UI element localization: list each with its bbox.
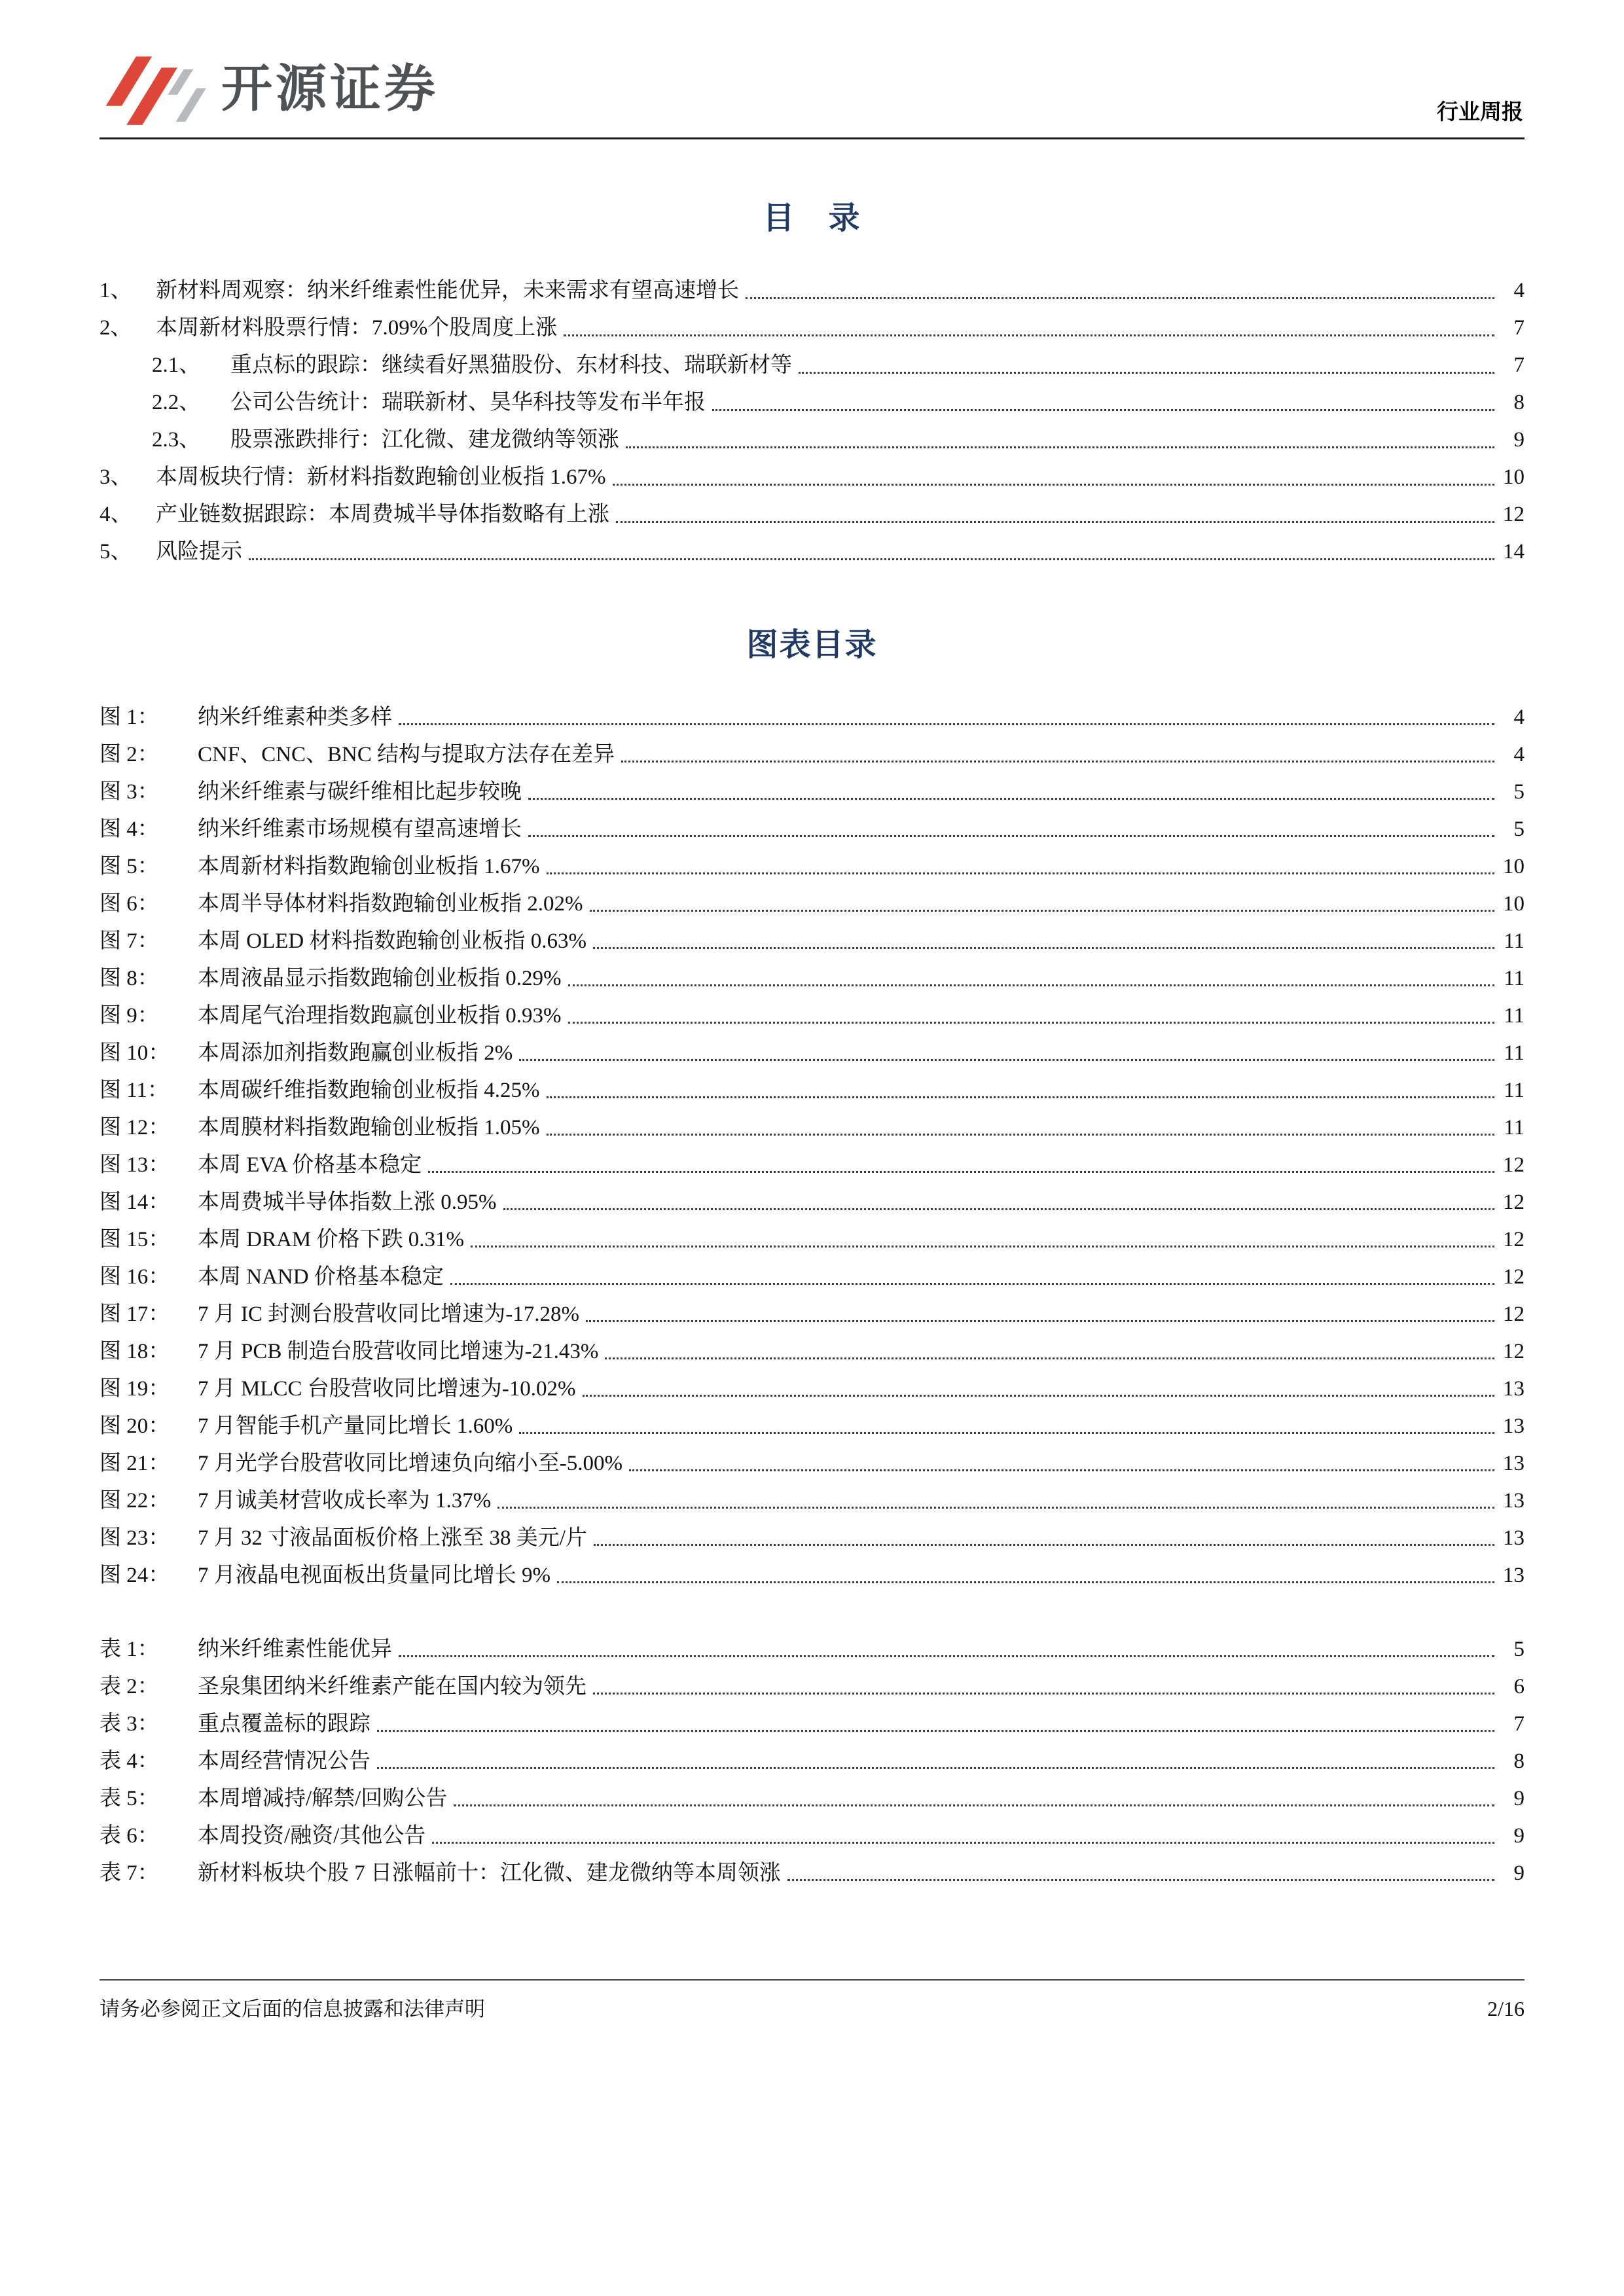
toc-item[interactable] [99, 268, 1525, 305]
figure-item-number: 图 21： [99, 1451, 170, 1475]
toc-item-number: 2.2、 [152, 391, 201, 415]
figure-item-page: 11 [1504, 1115, 1525, 1139]
toc-item[interactable] [99, 380, 1525, 417]
figure-item-label: 7 月 32 寸液晶面板价格上涨至 38 美元/片 [198, 1526, 587, 1550]
toc-item-page: 4 [1513, 279, 1525, 303]
figure-item-label: 7 月诚美材营收成长率为 1.37% [198, 1488, 492, 1513]
table-item-label: 本周增减持/解禁/回购公告 [198, 1786, 448, 1810]
figure-item-label: 7 月液晶电视面板出货量同比增长 9% [198, 1563, 550, 1587]
figure-item-number: 图 24： [99, 1563, 170, 1587]
figure-item[interactable] [99, 918, 1525, 955]
dot-leader [471, 1246, 1494, 1247]
figure-item-page: 12 [1503, 1302, 1525, 1326]
dot-leader [616, 521, 1494, 523]
dot-leader [377, 1767, 1494, 1769]
figure-item-number: 图 9： [99, 1003, 159, 1028]
figure-item-label: 本周液晶显示指数跑输创业板指 0.29% [198, 966, 562, 990]
figures-list [99, 694, 1525, 1589]
figure-item-page: 13 [1503, 1376, 1525, 1401]
figure-item[interactable] [99, 1067, 1525, 1104]
dot-leader [564, 334, 1494, 336]
figure-item-page: 13 [1503, 1488, 1525, 1513]
figure-item[interactable] [99, 1291, 1525, 1328]
toc-item-label: 风险提示 [156, 540, 242, 564]
figure-item[interactable] [99, 955, 1525, 992]
table-item[interactable] [99, 1738, 1525, 1775]
table-item-page: 9 [1513, 1823, 1525, 1848]
figure-item-page: 5 [1513, 817, 1525, 841]
figure-item-number: 图 17： [99, 1302, 170, 1326]
dot-leader [799, 372, 1494, 374]
toc-item-label: 产业链数据跟踪：本周费城半导体指数略有上涨 [156, 503, 609, 527]
figure-item-page: 5 [1513, 780, 1525, 804]
figure-item[interactable] [99, 1440, 1525, 1477]
figure-item-number: 图 6： [99, 891, 159, 916]
figure-item-number: 图 10： [99, 1041, 170, 1065]
figure-item-page: 12 [1503, 1339, 1525, 1363]
table-item[interactable] [99, 1626, 1525, 1663]
figure-item[interactable] [99, 694, 1525, 731]
figure-item-page: 12 [1503, 1190, 1525, 1214]
toc-item[interactable] [99, 305, 1525, 342]
toc-item-label: 本周板块行情：新材料指数跑输创业板指 1.67% [156, 465, 606, 490]
figure-item[interactable] [99, 1328, 1525, 1365]
toc-item[interactable] [99, 417, 1525, 454]
dot-leader [583, 1395, 1495, 1397]
page-indicator: 2/16 [1487, 1997, 1525, 2020]
table-item-label: 新材料板块个股 7 日涨幅前十：江化微、建龙微纳等本周领涨 [198, 1861, 781, 1885]
figure-item-page: 4 [1513, 705, 1525, 729]
dot-leader [746, 297, 1494, 299]
brand-name: 开源证券 [221, 60, 439, 117]
figure-item[interactable] [99, 1216, 1525, 1253]
dot-leader [557, 1581, 1494, 1583]
figure-item-page: 4 [1513, 742, 1525, 766]
dot-leader [528, 835, 1494, 837]
toc-item-label: 重点标的跟踪：继续看好黑猫股份、东材科技、瑞联新材等 [230, 353, 792, 378]
figure-item-page: 11 [1504, 1003, 1525, 1028]
figure-item-label: 本周尾气治理指数跑赢创业板指 0.93% [198, 1003, 562, 1028]
footer-disclaimer: 请务必参阅正文后面的信息披露和法律声明 [99, 1998, 485, 2020]
toc-item[interactable] [99, 342, 1525, 380]
dot-leader [605, 1357, 1494, 1359]
dot-leader [594, 1544, 1494, 1546]
figure-item-number: 图 12： [99, 1115, 170, 1139]
dot-leader [613, 484, 1495, 486]
dot-leader [593, 947, 1494, 949]
figure-item-number: 图 15： [99, 1227, 170, 1251]
figure-item-number: 图 5： [99, 854, 159, 878]
dot-leader [399, 1655, 1494, 1657]
toc-item-label: 新材料周观察：纳米纤维素性能优异，未来需求有望高速增长 [156, 279, 739, 303]
figure-item-label: 本周半导体材料指数跑输创业板指 2.02% [198, 891, 583, 916]
figure-item-page: 11 [1504, 1078, 1525, 1102]
figure-item[interactable] [99, 1477, 1525, 1515]
figure-item-label: 本周新材料指数跑输创业板指 1.67% [198, 854, 540, 878]
toc-item[interactable] [99, 492, 1525, 529]
figure-item-number: 图 14： [99, 1190, 170, 1214]
toc-item-number: 3、 [99, 465, 132, 490]
toc-item-label: 公司公告统计：瑞联新材、昊华科技等发布半年报 [230, 391, 706, 415]
table-item[interactable] [99, 1775, 1525, 1812]
dot-leader [528, 798, 1494, 800]
figure-item[interactable] [99, 992, 1525, 1030]
dot-leader [399, 723, 1494, 725]
figure-item-number: 图 4： [99, 817, 159, 841]
figure-item-page: 12 [1503, 1153, 1525, 1177]
figure-item-page: 11 [1504, 929, 1525, 953]
table-item[interactable] [99, 1700, 1525, 1738]
table-item-page: 9 [1513, 1786, 1525, 1810]
table-item-page: 6 [1513, 1674, 1525, 1698]
figure-item-label: 7 月智能手机产量同比增长 1.60% [198, 1414, 513, 1438]
table-item-label: 本周经营情况公告 [198, 1749, 370, 1773]
figure-item[interactable] [99, 1253, 1525, 1291]
dot-leader [497, 1507, 1494, 1509]
report-header [99, 0, 1525, 139]
dot-leader [629, 1469, 1494, 1471]
figure-item-label: 本周添加剂指数跑赢创业板指 2% [198, 1041, 513, 1065]
figure-item-page: 13 [1503, 1526, 1525, 1550]
figure-item[interactable] [99, 1030, 1525, 1067]
dot-leader [621, 761, 1494, 762]
toc-item-number: 2、 [99, 316, 132, 340]
dot-leader [377, 1730, 1494, 1732]
figure-item[interactable] [99, 806, 1525, 843]
figure-item-page: 10 [1503, 854, 1525, 878]
figure-item[interactable] [99, 1365, 1525, 1403]
table-item-page: 8 [1513, 1749, 1525, 1773]
dot-leader [450, 1283, 1494, 1285]
dot-leader [547, 1134, 1495, 1136]
toc-item-page: 10 [1503, 465, 1525, 490]
figure-item-page: 10 [1503, 891, 1525, 916]
figure-item-page: 13 [1503, 1563, 1525, 1587]
figure-item-label: 本周 NAND 价格基本稳定 [198, 1265, 444, 1289]
figure-item-label: 本周碳纤维指数跑输创业板指 4.25% [198, 1078, 540, 1102]
table-item-page: 7 [1513, 1712, 1525, 1736]
dot-leader [586, 1320, 1494, 1322]
figure-item-page: 11 [1504, 1041, 1525, 1065]
figure-item-page: 11 [1504, 966, 1525, 990]
figure-item[interactable] [99, 731, 1525, 768]
figure-item-page: 13 [1503, 1451, 1525, 1475]
figures-title: 图表目录 [746, 627, 878, 662]
dot-leader [568, 1022, 1495, 1024]
figure-item-label: 本周 OLED 材料指数跑输创业板指 0.63% [198, 929, 586, 953]
figure-item-label: 本周费城半导体指数上涨 0.95% [198, 1190, 497, 1214]
figure-item[interactable] [99, 768, 1525, 806]
figure-item-number: 图 1： [99, 705, 159, 729]
dot-leader [249, 558, 1494, 560]
figure-item-number: 图 19： [99, 1376, 170, 1401]
kaiyuan-logo-icon [99, 48, 211, 128]
toc-item[interactable] [99, 454, 1525, 492]
figure-item-number: 图 3： [99, 780, 159, 804]
figure-item[interactable] [99, 880, 1525, 918]
toc-item[interactable] [99, 529, 1525, 566]
figure-item-number: 图 8： [99, 966, 159, 990]
toc-item-label: 股票涨跌排行：江化微、建龙微纳等领涨 [230, 428, 619, 452]
table-item-page: 5 [1513, 1637, 1525, 1661]
table-item-label: 圣泉集团纳米纤维素产能在国内较为领先 [198, 1674, 586, 1698]
dot-leader [590, 910, 1495, 912]
table-item-number: 表 2： [99, 1674, 159, 1698]
figure-item[interactable] [99, 843, 1525, 880]
figure-item-page: 12 [1503, 1227, 1525, 1251]
figure-item-number: 图 18： [99, 1339, 170, 1363]
figure-item-number: 图 16： [99, 1265, 170, 1289]
table-item[interactable] [99, 1850, 1525, 1887]
table-item-number: 表 7： [99, 1861, 159, 1885]
toc-item-number: 2.1、 [152, 353, 201, 378]
table-item-label: 重点覆盖标的跟踪 [198, 1712, 370, 1736]
dot-leader [432, 1842, 1494, 1844]
figure-item-number: 图 7： [99, 929, 159, 953]
toc-item-page: 14 [1503, 540, 1525, 564]
dot-leader [712, 409, 1494, 411]
toc-list [99, 268, 1525, 566]
dot-leader [547, 1096, 1495, 1098]
table-item-label: 本周投资/融资/其他公告 [198, 1823, 426, 1848]
dot-leader [568, 984, 1495, 986]
dot-leader [626, 446, 1494, 448]
dot-leader [547, 872, 1495, 874]
table-item[interactable] [99, 1812, 1525, 1850]
figure-item-label: 本周 EVA 价格基本稳定 [198, 1153, 422, 1177]
dot-leader [428, 1171, 1494, 1173]
toc-item-page: 7 [1513, 353, 1525, 378]
tables-list [99, 1626, 1525, 1887]
toc-item-page: 8 [1513, 391, 1525, 415]
dot-leader [593, 1693, 1494, 1695]
dot-leader [503, 1208, 1495, 1210]
brand-logo [99, 48, 439, 128]
figure-item-label: 7 月 MLCC 台股营收同比增速为-10.02% [198, 1376, 576, 1401]
toc-item-number: 4、 [99, 503, 132, 527]
figure-item-number: 图 20： [99, 1414, 170, 1438]
figure-item-page: 13 [1503, 1414, 1525, 1438]
table-item-number: 表 3： [99, 1712, 159, 1736]
figure-item-label: CNF、CNC、BNC 结构与提取方法存在差异 [198, 742, 615, 766]
figure-item-page: 12 [1503, 1265, 1525, 1289]
table-item-number: 表 6： [99, 1823, 159, 1848]
figure-item-label: 7 月 PCB 制造台股营收同比增速为-21.43% [198, 1339, 599, 1363]
dot-leader [519, 1059, 1494, 1061]
figure-item-label: 本周 DRAM 价格下跌 0.31% [198, 1227, 465, 1251]
toc-item-number: 2.3、 [152, 428, 201, 452]
table-item-number: 表 1： [99, 1637, 159, 1661]
toc-item-page: 7 [1513, 316, 1525, 340]
toc-item-page: 12 [1503, 503, 1525, 527]
figure-item-number: 图 13： [99, 1153, 170, 1177]
table-item-page: 9 [1513, 1861, 1525, 1885]
toc-item-label: 本周新材料股票行情：7.09%个股周度上涨 [156, 316, 558, 340]
table-item[interactable] [99, 1663, 1525, 1700]
figure-item[interactable] [99, 1104, 1525, 1141]
figure-item-label: 本周膜材料指数跑输创业板指 1.05% [198, 1115, 540, 1139]
figure-item-label: 纳米纤维素市场规模有望高速增长 [198, 817, 522, 841]
figure-item[interactable] [99, 1179, 1525, 1216]
figure-item[interactable] [99, 1403, 1525, 1440]
figure-item-label: 7 月光学台股营收同比增速负向缩小至-5.00% [198, 1451, 623, 1475]
dot-leader [787, 1879, 1494, 1881]
figure-item[interactable] [99, 1552, 1525, 1589]
figure-item-number: 图 23： [99, 1526, 170, 1550]
dot-leader [454, 1804, 1494, 1806]
table-item-number: 表 5： [99, 1786, 159, 1810]
figure-item[interactable] [99, 1515, 1525, 1552]
table-item-label: 纳米纤维素性能优异 [198, 1637, 392, 1661]
toc-item-number: 5、 [99, 540, 132, 564]
figure-item-label: 纳米纤维素与碳纤维相比起步较晚 [198, 780, 522, 804]
toc-title: 目 录 [763, 201, 861, 236]
figure-item-number: 图 22： [99, 1488, 170, 1513]
figure-item-number: 图 2： [99, 742, 159, 766]
page-footer [99, 1979, 1525, 2022]
figure-item-label: 7 月 IC 封测台股营收同比增速为-17.28% [198, 1302, 579, 1326]
figure-item-number: 图 11： [99, 1078, 170, 1102]
toc-item-number: 1、 [99, 279, 132, 303]
dot-leader [519, 1432, 1494, 1434]
table-item-number: 表 4： [99, 1749, 159, 1773]
toc-item-page: 9 [1513, 428, 1525, 452]
report-type-label: 行业周报 [1437, 101, 1523, 124]
figure-item[interactable] [99, 1141, 1525, 1179]
figure-item-label: 纳米纤维素种类多样 [198, 705, 392, 729]
